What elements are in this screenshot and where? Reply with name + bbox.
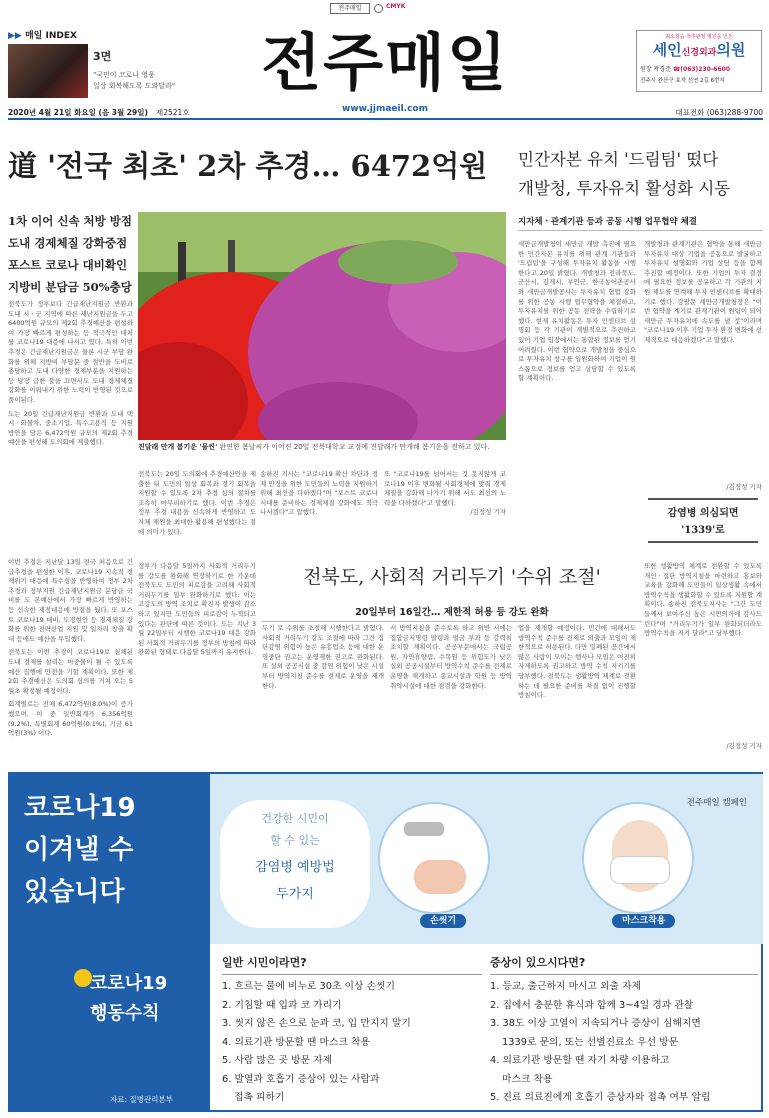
third-byline: /김정성 기자 <box>726 742 762 750</box>
cmyk-label: CMYK <box>386 3 406 10</box>
ad-big-3: 있습니다 <box>24 877 125 907</box>
index-box <box>8 28 208 100</box>
mask-illustration <box>582 802 694 914</box>
clinic-name: 세인신경외과의원 <box>652 41 746 59</box>
subhead-2: 도내 경제체질 강화중점 <box>8 236 128 250</box>
hands-icon <box>414 860 466 894</box>
second-headline-2[interactable]: 개발청, 투자유치 활성화 시동 <box>518 179 731 198</box>
clinic-address: 전주시 완산구 효자 선연 2길 6번지 <box>640 78 725 84</box>
symptom-list: 1. 등교, 출근하지 마시고 외출 자제 2. 집에서 충분한 휴식과 함께 3~4일 경과 관찰 3. 38도 이상 고열이 지속되거나 증상이 심해지면 1339로 문의, 또는 선별진료소 우선 방문 4. 의료기관 방문할 땐 자기 차량 이용하고 마스크 착용 5. 진료 의료진에게 호흡기 증상자와 접촉 여부 알림 <box>490 981 711 1103</box>
second-byline: /김정성 기자 <box>726 483 762 491</box>
index-page: 3면 <box>93 50 112 63</box>
third-col4: 또한 생활방역 체계로 전환할 수 있도록 개인ㆍ집단 방역지침을 마련하고 홍보와 교육을 강화해 도민들이 일상생활 속에서 방역수칙을 생활화할 수 있도록 지원할 계획이다. 송하진 전북도지사는 "그간 도민들께서 보여주신 높은 시민의식에 감사드린다"며 "거리두기가 일부 완화되더라도 방역수칙을 지켜 달라"고 당부했다. <box>644 562 762 638</box>
azalea-illustration <box>138 212 506 440</box>
corona-ad[interactable] <box>8 772 763 1112</box>
main-byline: /김정성 기자 <box>470 508 506 517</box>
third-col1: 두기 로 수위를 조절해 시행한다고 밝혔다. 사회적 거리두기 강도 조절에 따라 그간 집단감염 위험이 높은 유흥업소 등에 대한 운영중단 권고는 운영제한 권고로 완화된다. 또 실외 공공시설 중 감염 위험이 낮은 시설부터 방역지침 준수를 전제로 운영을 재개한다. <box>262 624 384 690</box>
handwash-label: 손씻기 <box>420 914 466 928</box>
second-col2: 개발청과 관계기관은 협약을 통해 새만금 투자유치 대상 기업을 공동으로 발굴하고 투자유치 설명회와 기업 상담 등을 함께 추진할 예정이다. 또한 기업의 투자 결정에 필요한 정보를 공유하고 각 기관의 지원 제도를 연계해 투자 인센티브를 확대하기로 했다. 강팔문 새만금개발청장은 "이번 협약을 계기로 관계기관이 원팀이 되어 새만금 투자유치에 속도를 낼 것"이라며 "코로나19 이후 기업 투자 환경 변화에 선제적으로 대응하겠다"고 말했다. <box>644 240 762 344</box>
double-arrow-icon: ▶▶ <box>8 31 22 41</box>
dateline-bar <box>8 106 763 120</box>
contact-phone: 대표전화 (063)288-9700 <box>675 108 763 117</box>
hotline-line-1: 감염병 의심되면 <box>667 508 739 519</box>
third-col2: 서 방역지침을 준수토록 하고 위반 시에는 집합금지명령 발령과 벌금 부과 등 강력히 조치할 계획이다. 공공부문에서는 국립공원, 자연휴양림, 수목원 등 위험도가 낮은 실외 공공시설부터 방역수칙 준수를 전제로 운영을 재개하고 종교시설과 학원 등 방역 취약시설에 대한 점검을 강화한다. <box>390 624 512 690</box>
azalea-photo <box>138 212 506 440</box>
general-title: 일반 시민이라면? <box>222 954 482 975</box>
clinic-contact: 원장 곽경준 ☎(063)230-6600 <box>640 66 731 73</box>
ad-source: 자료: 질병관리본부 <box>110 1095 173 1104</box>
index-header <box>8 28 208 41</box>
main-body-col1b: 이번 추경은 지난달 13일 전국 처음으로 긴급추경을 편성한 이후, 코로나19 지속적 경제위기 대응에 특수성을 반영하여 정부 2차 추경과 정부지원 긴급재난지원금 분담금 국비를 도 본예산에서 가장 빠르게 반영하는 등 신속한 재정대응에 방점을 뒀다. 또 포스트 코로나19 대비, 도정현안 등 경제체질 강화를 위한 전략산업 지원 및 일자리 창출 확대 등에도 예산을 투입했다. 전북도는 이번 추경이 코로나19로 침체된 도내 경제를 살리는 마중물이 될 수 있도록 예산 집행에 만전을 기할 계획이다. 또한 제2회 추경예산은 도의회 심의를 거쳐 오는 5월초 확정될 예정이다. 회계별로는 전체 6,472억원(8.0%)이 증가했으며, 이 중 일반회계가 6,356억원(9.2%), 특별회계 60억원(0.1%), 기금 61억원(3%) 이다. <box>8 558 133 738</box>
index-caption-2: 일상 회복해도록 도와달라" <box>93 82 176 90</box>
date: 2020년 4월 21일 화요일 (음 3월 29일) <box>8 108 148 117</box>
subhead-1: 1차 이어 신속 처방 방점 <box>8 214 132 228</box>
clinic-tagline: 최소침습 척추관절 병원을 만든 <box>665 34 733 40</box>
registration-mark <box>330 3 430 15</box>
caption-text: 완연한 봄날씨가 이어진 20일 전북대학교 교정에 진달래가 만개해 봄기운을 전하고 있다. <box>219 443 490 451</box>
index-label: 매일 INDEX <box>24 31 77 41</box>
ad-big-2: 이겨낼 수 <box>24 835 134 865</box>
main-body-col4: 또 "코로나19를 넘어서는 것 못지않게 코로나19 이후 변화될 사회경제에 맞춰 경제체질을 강화해 나가기 위해 서도 최선의 노력을 다하겠다"고 말했다. /김정성 기자 <box>384 470 506 517</box>
general-rules <box>222 954 482 1104</box>
masthead-title: 전주매일 <box>261 26 509 99</box>
subhead-3: 포스트 코로나 대비확인 <box>8 258 128 272</box>
main-subheads <box>8 210 133 298</box>
hotline-box <box>648 498 758 543</box>
symptom-rules <box>490 954 758 1104</box>
handwash-illustration <box>378 802 490 914</box>
ad-campaign: 전주매일 캠페인 <box>686 798 747 808</box>
photo-caption <box>138 442 506 452</box>
ad-big-1: 코로나19 <box>24 793 136 823</box>
mask-label: 마스크착용 <box>612 914 675 928</box>
ad-cloud: 건강한 시민이 할 수 있는 감염병 예방법 두가지 <box>220 800 370 928</box>
third-col3: 업을 재개할 예정이다. 민간에 대해서도 방역수칙 준수를 전제로 외출과 모임이 제한적으로 허용된다. 다만 밀폐된 공간에서 많은 사람이 모이는 행사나 모임은 여전히 자제하도록 권고하고 방역 수칙 지키기를 당부했다. 전북도는 생활방역 체계로 전환하는 데 필요한 준비를 차질 없이 진행할 방침이다. <box>518 624 636 700</box>
main-body-col1: 전북도가 정부보다 긴급재난지원금 반환과 도내 시ㆍ군 지역에 따른 재난지원금을 두고 6400억원 규모의 제2회 추경예산을 편성하여 가장 빠르게 편성하는 등 적극적인 대처를 코로나19 대응에 나서고 있다. 특히 이번 추경은 긴급재난지원금은 물론 시군 부담 완화를 위해 지방비 부담분 중 절반을 도비로 충당하고 도내 다양한 경제부분을 지원하는 등 당장 급한 불을 끄면서도 도내 경제체질 강화를 이뤄내기 위한 노력이 반영된 것으로 풀이된다. 도는 20일 긴급재난지원금 반환과 도내 택시ㆍ화물차, 중소기업, 특수고용직 등 지원 방안을 담은 6,472억원 규모의 제2회 추경예산을 편성해 도의회에 제출했다. <box>8 300 133 447</box>
issue-number: 제2521호 <box>156 108 190 117</box>
second-col1: 새만금개발청이 새만금 개발 촉진에 필요한 민간자본 유치를 위해 관계 기관들과 '드림팀'을 구성해 투자유치 활동을 시행한다고 20일 밝혔다. 개발청과 전라북도, 군산시, 김제시, 부안군, 한국농어촌공사와 새만금개발공사는 투자유치 협업 강화를 위한 공동 시행 업무협약을 체결하고, 투자유치를 위한 공동 전략을 수립하기로 했다. 현재 유치활동은 투자 인센티브 설명회 등 각 기관이 개별적으로 추진하고 있어 기업 입장에서는 통합된 정보를 얻기 어려웠다. 이번 협약으로 개발청을 중심으로 투자유치 창구를 일원화하여 기업이 원스톱으로 정보를 얻고 상담할 수 있도록 할 계획이다. <box>518 240 636 383</box>
subhead-4: 지방비 분담금 50%충당 <box>8 280 132 294</box>
second-headline-1[interactable]: 민간자본 유치 '드림팀' 떴다 <box>518 150 719 169</box>
registration-label: 전주매일 <box>330 3 370 14</box>
masthead-url[interactable]: www.jjmaeil.com <box>342 104 428 114</box>
third-left-col: 정부가 다음달 5일까지 사회적 거리두기를 강도를 완화해 연장하기로 한 가운데 전북도도 도민의 피로감을 고려해 사회적 거리두기를 일부 완화하기로 했다. 이는 고강도의 방역 조치로 확진자 발생이 감소하고 있지만 도민들의 피로감이 누적되고 있다는 판단에 따른 것이다. 도는 지난 3월 22일부터 시행한 코로나19 대응 강화된 사회적 거리두기를 정부의 방침에 따라 완화된 형태로 다음달 5일까지 유지한다. <box>138 562 256 657</box>
mask-icon <box>610 856 670 884</box>
hotline-line-2: '1339'로 <box>681 525 725 536</box>
clinic-ad[interactable] <box>636 30 762 92</box>
main-body-col2: 전북도는 20일 도의회에 추경예산안을 제출한 뒤 도민의 일상 회복과 경기 회복을 지원할 수 있도록 2차 추경 심의 절차를 조속히 마무리하기로 했다. 이번 추경은 정부 추경 내용을 신속하게 반영하고 도 자체 재원을 최대한 활용해 편성했다는 점에 의미가 있다. <box>138 470 256 536</box>
third-subhead: 20일부터 16일간… 제한적 허용 등 강도 완화 <box>262 604 642 622</box>
faucet-icon <box>404 822 444 836</box>
second-subhead: 지자체ㆍ관계기관 등과 공동 시행 업무협약 체결 <box>518 215 763 231</box>
index-photo <box>8 44 88 98</box>
symptom-title: 증상이 있으시다면? <box>490 954 758 975</box>
third-headline[interactable]: 전북도, 사회적 거리두기 '수위 조절' <box>303 566 601 588</box>
caption-title: 진달래 만개 봄기운 '물씬' <box>138 443 218 451</box>
ad-action-2: 행동수칙 <box>90 1003 160 1024</box>
crosshair-icon <box>374 4 383 13</box>
main-body-col3: 송하진 지사는 "코로나19 확산 차단과 경제 안정을 위한 도민들의 노력을 지원하기 위해 최선을 다하겠다"며 "포스트 코로나 시대를 준비하는 경제체질 강화에도 적극 나서겠다"고 말했다. <box>260 470 378 517</box>
index-caption-1: "국민이 코로나 영웅 <box>93 71 155 79</box>
general-list: 1. 흐르는 물에 비누로 30초 이상 손씻기 2. 기침할 때 입과 코 가리기 3. 씻지 않은 손으로 눈과 코, 입 만지지 말기 4. 의료기관 방문할 땐 마스크 착용 5. 사람 많은 곳 방문 자제 6. 발열과 호흡기 증상이 있는 사람과 접촉 피하기 <box>222 981 411 1103</box>
ad-action-1: 코로나19 <box>90 973 168 994</box>
main-headline[interactable]: 道 '전국 최초' 2차 추경… 6472억원 <box>8 149 488 183</box>
